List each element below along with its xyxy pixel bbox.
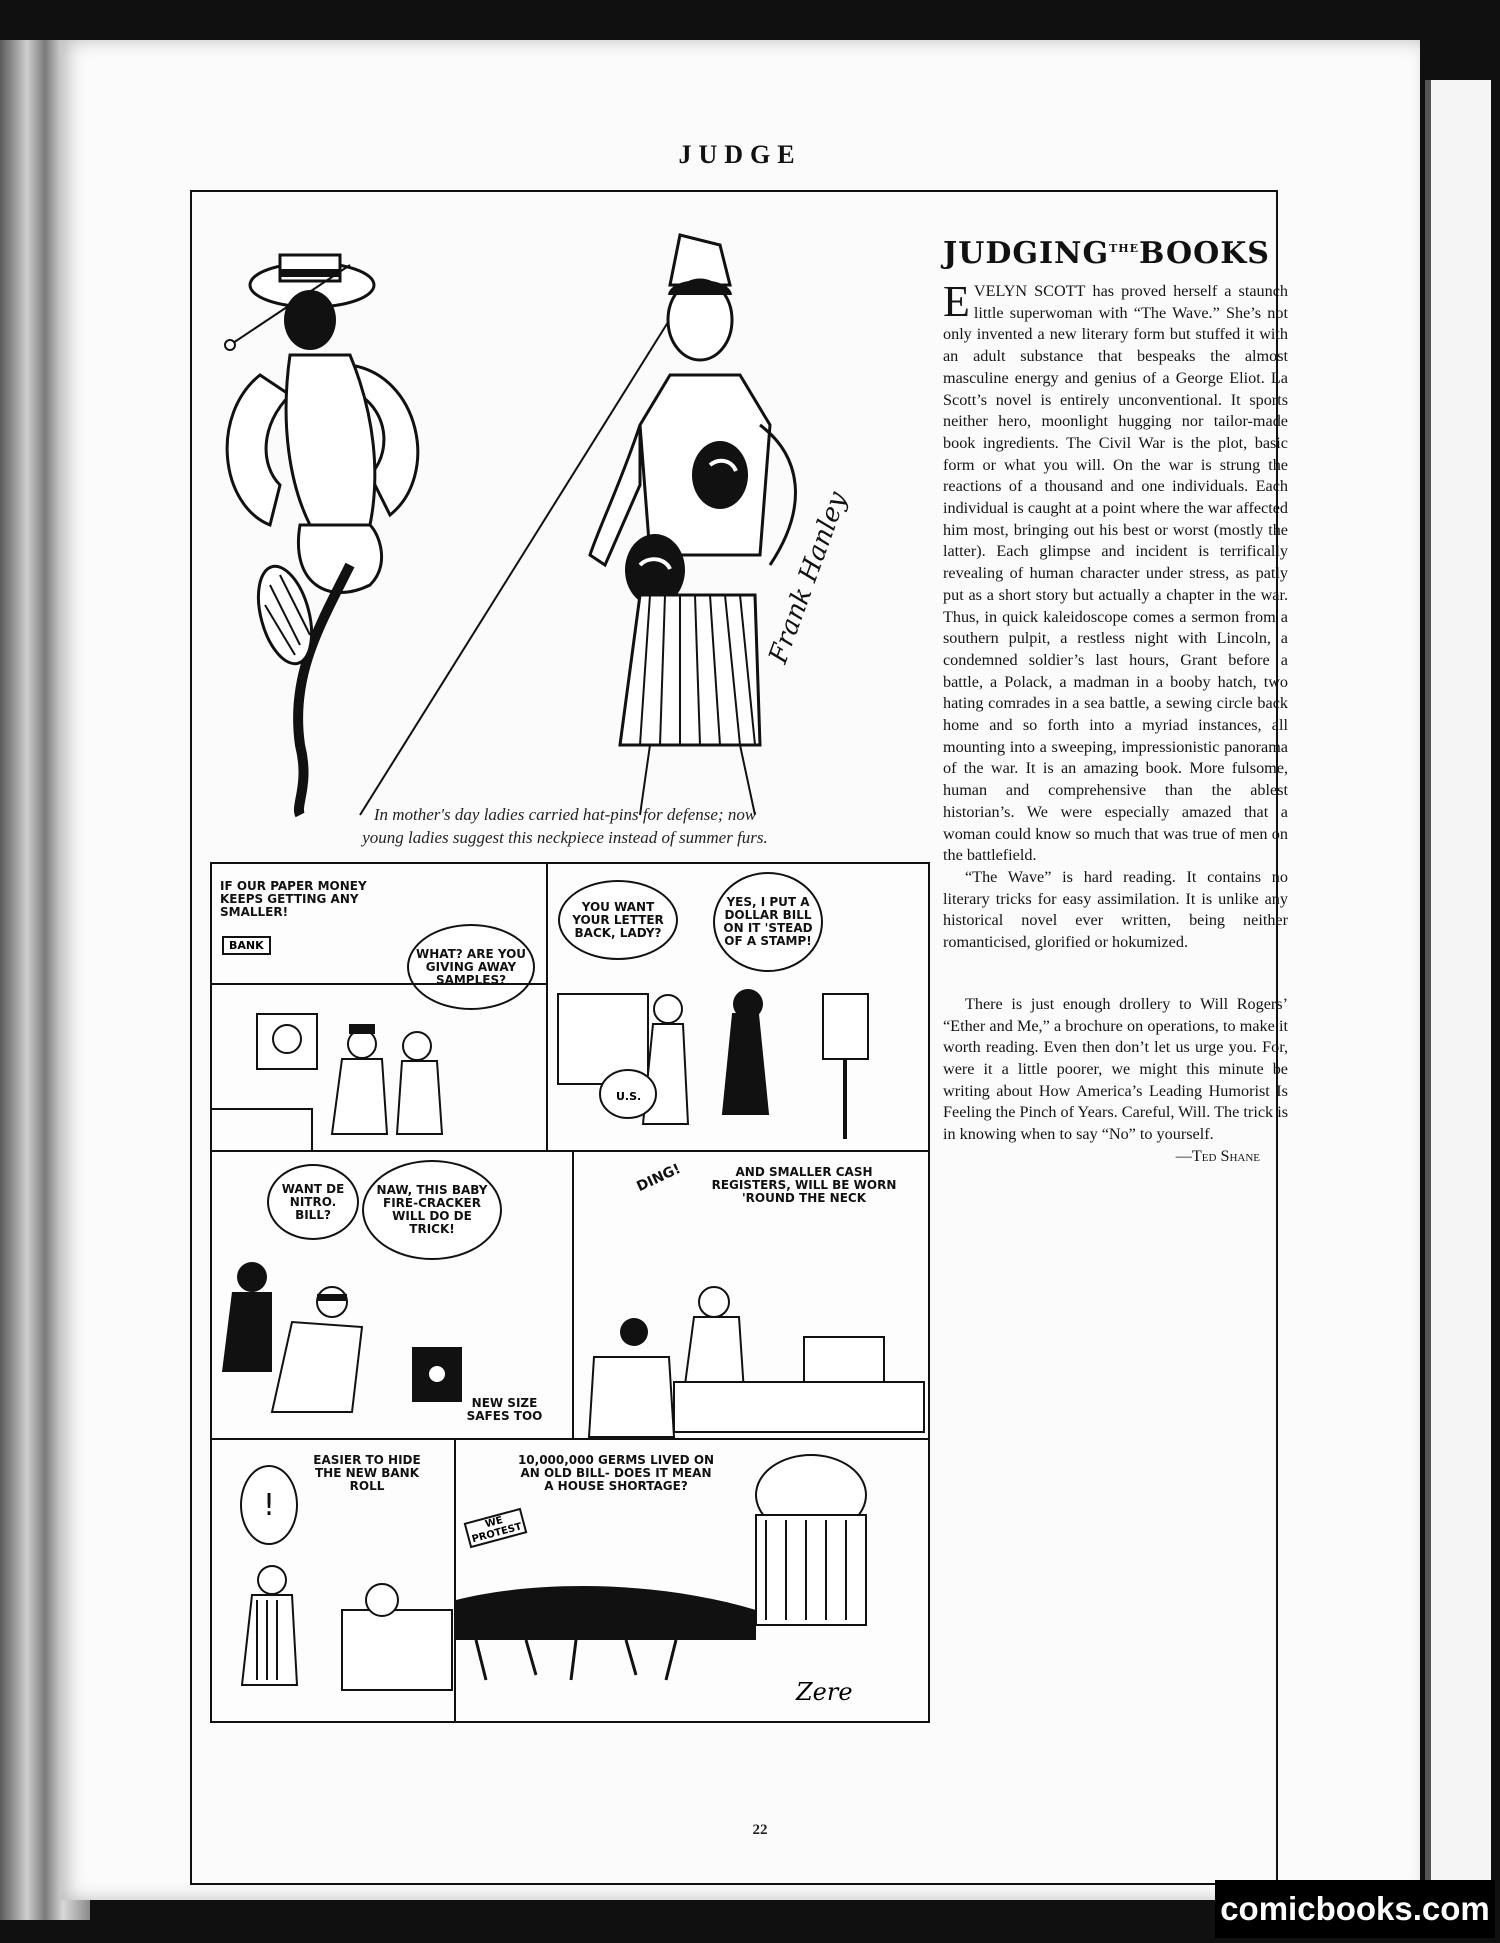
comic-panel-5 — [210, 1438, 456, 1723]
protest-sign: WE PROTEST — [464, 1508, 528, 1548]
comic-panel-2 — [546, 862, 930, 1152]
page-number: 22 — [752, 1822, 768, 1838]
panel-6-drawing — [456, 1440, 930, 1723]
strip-artist-signature: Zere — [796, 1678, 853, 1706]
fashion-cartoon — [200, 210, 925, 840]
panel-1-drawing — [212, 864, 548, 1152]
review-body — [943, 277, 1289, 1167]
flapper-lady-illustration — [590, 235, 853, 815]
comic-panel-3 — [210, 1150, 574, 1440]
panel-1-speech-balloon: WHAT? ARE YOU GIVING AWAY SAMPLES? — [407, 924, 535, 1010]
panel-5-caption: EASIER TO HIDE THE NEW BANK ROLL — [313, 1453, 421, 1493]
review-paragraph-3: There is just enough drollery to Will Rogers’ “Ether and Me,” a brochure on operations, to make it worth reading. Even then don’t let us urge you. For, were it a little poorer, we might this minute be writing about How America’s Leading Humorist Is Feeling the Pinch of Years. Careful, Will. The trick is in knowing when to say “No” to yourself. — [943, 994, 1288, 1144]
book-review-column — [943, 236, 1288, 1184]
caption-line-2: young ladies suggest this neckpiece instead of summer furs. — [362, 828, 768, 847]
review-paragraph-2: “The Wave” is hard reading. It contains no literary tricks for easy assimilation. It is unlike any historical novel ever written, being neither romanticised, glorified or hokumized. — [943, 867, 1288, 952]
drop-cap: E — [943, 277, 970, 326]
panel-5-drawing — [212, 1440, 456, 1723]
caption-line-1: In mother's day ladies carried hat-pins for defense; now — [373, 805, 757, 824]
lead-author-name: VELYN SCOTT — [973, 282, 1086, 300]
comic-panel-6 — [454, 1438, 930, 1723]
review-paragraph-1 — [943, 277, 1289, 867]
old-fashioned-lady-illustration — [225, 255, 418, 815]
title-part-judging: JUDGING — [943, 236, 1110, 271]
comic-panel-4 — [572, 1150, 930, 1440]
paragraph-1-text: has proved herself a staunch little superwoman with “The Wave.” She’s not only invented a new literary form but stuffed it with an adult substance that bespeaks the almost masculine energy and genius of a George Eliot. La Scott’s novel is entirely unconventional. It sports neither hero, moonlight hugging nor tailor-made book ingredients. The Civil War is the plot, basic form or what you will. On the war is strung the reactions of a thousand and one individuals. Each individual is caught at a point where the war affected him most, bringing out his best or worst (mostly the latter). Each glimpse and incident is terrifically revealing of human character under stress, as patly put as a short story but actually a chapter in the war. Thus, in quick kaleidoscope comes a sermon from a southern pulpit, a restless night with Lincoln, a condemned soldier’s last hours, Grant before a battle, a Polack, a madman in a booby hatch, two hating comrades in a sea battle, a sewing circle back home and so forth into a myriad instances, all mounting into a sweeping, impressionistic panorama of the war. It is an amazing book. More fulsome, human and comprehensive than the ablest historian’s. We were especially amazed that a woman could know so much that was true of men on the battlefield. — [943, 282, 1289, 865]
panel-2-drawing — [548, 864, 930, 1152]
panel-3-left-balloon: WANT DE NITRO. BILL? — [267, 1164, 359, 1240]
review-byline: —Ted Shane — [1175, 1146, 1260, 1165]
mail-bag-label: U.S. — [616, 1090, 642, 1103]
panel-6-caption: 10,000,000 GERMS LIVED ON AN OLD BILL- DOES IT MEAN A HOUSE SHORTAGE? — [517, 1453, 715, 1493]
masthead: JUDGE — [678, 140, 802, 169]
watermark: comicbooks.com — [1215, 1880, 1495, 1938]
ding-sound-effect: DING! — [634, 1160, 684, 1196]
facing-page-edge — [1425, 80, 1491, 1900]
panel-5-exclamation-balloon: ! — [240, 1465, 298, 1545]
bank-sign: BANK — [222, 936, 271, 955]
panel-2-left-balloon: YOU WANT YOUR LETTER BACK, LADY? — [558, 880, 678, 960]
title-part-books: BOOKS — [1139, 236, 1270, 271]
panel-2-right-balloon: YES, I PUT A DOLLAR BILL ON IT 'STEAD OF A STAMP! — [713, 872, 823, 972]
comic-strip — [210, 862, 930, 1943]
artist-signature: Frank Hanley — [763, 487, 854, 668]
column-title — [943, 236, 1288, 271]
comic-panel-1 — [210, 862, 548, 1152]
panel-3-caption: NEW SIZE SAFES TOO — [466, 1396, 543, 1423]
panel-3-right-balloon: NAW, THIS BABY FIRE-CRACKER WILL DO DE TRICK! — [362, 1160, 502, 1260]
panel-4-drawing — [574, 1152, 930, 1440]
panel-1-caption: IF OUR PAPER MONEY KEEPS GETTING ANY SMALLER! — [220, 879, 367, 919]
title-part-the: THE — [1109, 242, 1140, 255]
cartoon-caption — [230, 803, 900, 849]
panel-4-caption: AND SMALLER CASH REGISTERS, WILL BE WORN 'ROUND THE NECK — [711, 1165, 897, 1205]
panel-3-drawing — [212, 1152, 574, 1440]
